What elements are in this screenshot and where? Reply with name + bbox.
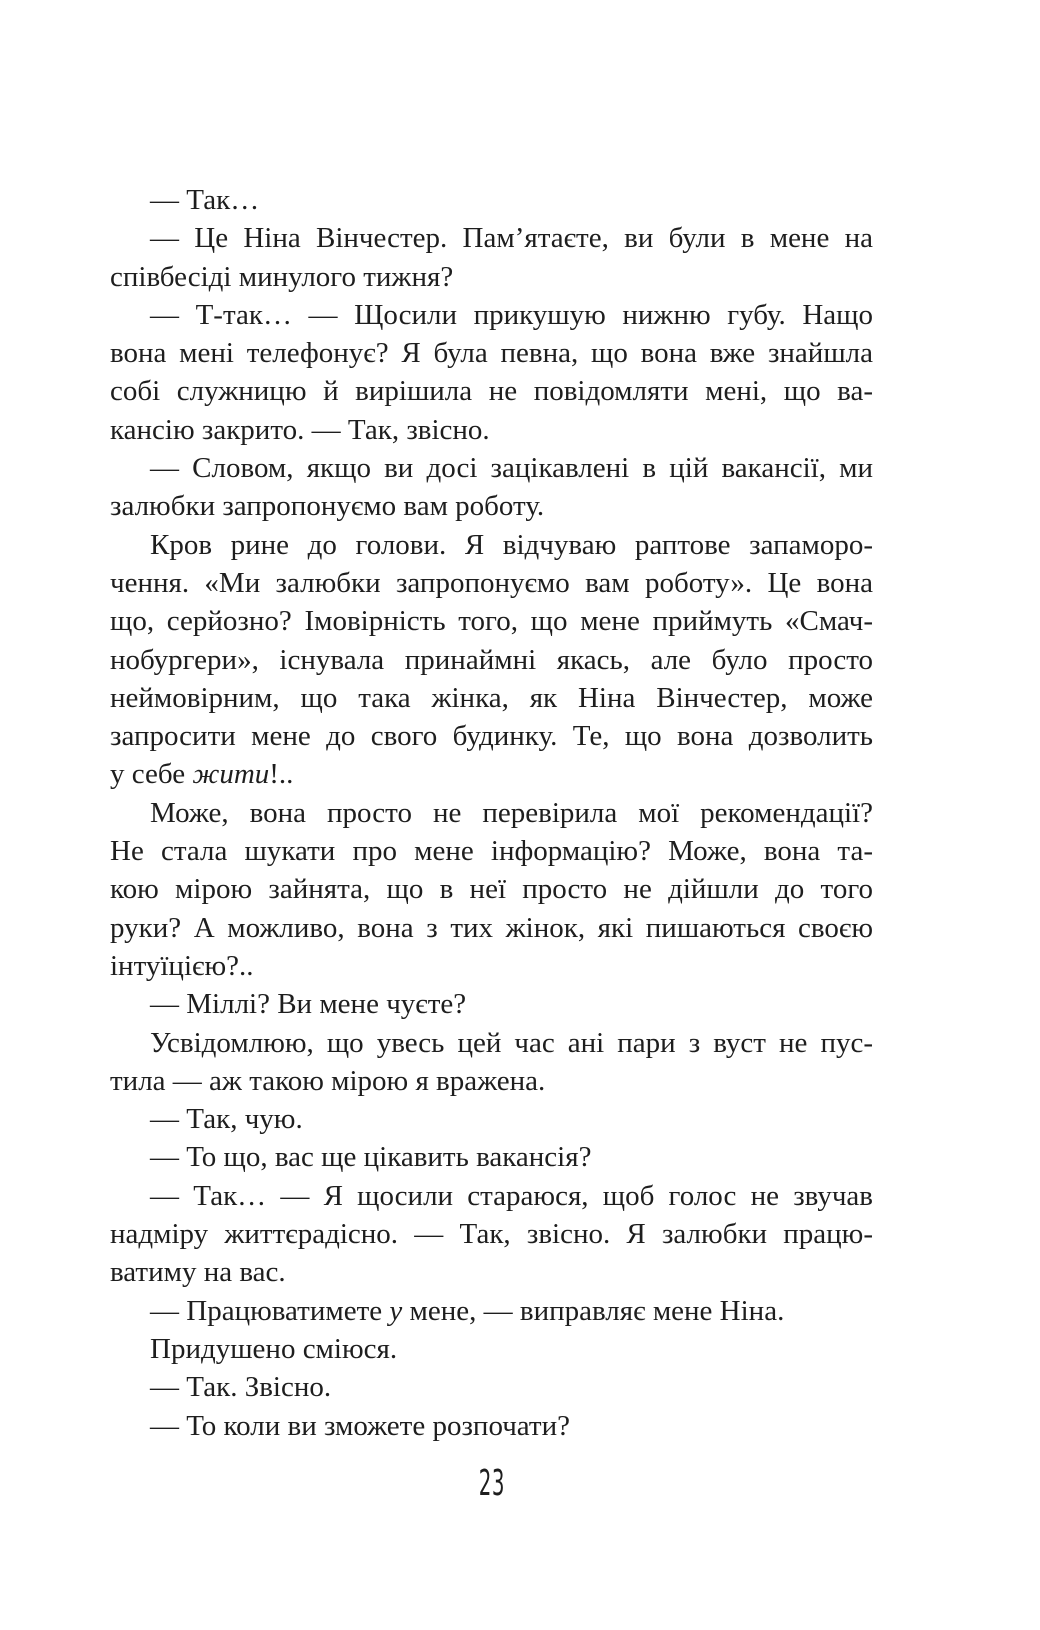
text-segment: Може, вона просто не перевірила мої рекомендації? [150,796,873,829]
text-line [110,181,873,219]
text-segment: мене, — виправляє мене Ніна. [402,1294,785,1327]
text-line [110,1407,873,1445]
text-segment: собі служницю й вирішила не повідомляти мені, що ва- [110,375,873,408]
text-line [110,870,873,908]
text-line [110,1024,873,1062]
text-segment: Кров рине до голови. Я відчуваю раптове запаморо- [150,528,873,561]
text-segment: інтуїцією?.. [110,949,254,982]
text-segment: — Словом, якщо ви досі зацікавлені в цій вакансії, ми [150,452,873,485]
text-segment: чення. «Ми залюбки запропонуємо вам роботу». Це вона [110,566,873,599]
text-line [110,1368,873,1406]
text-line [110,794,873,832]
text-segment: — То коли ви зможете розпочати? [150,1409,570,1442]
text-line [110,334,873,372]
text-segment: Усвідомлюю, що увесь цей час ані пари з вуст не пус- [150,1026,873,1059]
text-line [110,411,873,449]
text-line [110,947,873,985]
text-line [110,717,873,755]
text-segment: тила — аж такою мірою я вражена. [110,1064,546,1097]
text-line [110,219,873,257]
text-segment: руки? А можливо, вона з тих жінок, які пишаються своєю [110,911,873,944]
text-line [110,832,873,870]
page-text [110,181,873,1445]
text-segment: — Міллі? Ви мене чуєте? [150,988,467,1021]
text-segment: — Т-так… — Щосили прикушую нижню губу. Нащо [150,298,873,331]
text-segment: Придушено сміюся. [150,1332,398,1365]
text-line [110,1100,873,1138]
text-segment: у себе [110,758,193,791]
text-line [110,372,873,410]
text-segment: вона мені телефонує? Я була певна, що вона вже знайшла [110,337,873,370]
text-line [110,1062,873,1100]
text-segment: ватиму на вас. [110,1256,286,1289]
text-segment: — То що, вас ще цікавить вакансія? [150,1141,592,1174]
text-segment: — Працюватимете [150,1294,390,1327]
text-line [110,1215,873,1253]
text-line [110,564,873,602]
text-segment: надміру життєрадісно. — Так, звісно. Я залюбки працю- [110,1218,873,1251]
text-line [110,1330,873,1368]
text-line [110,526,873,564]
text-line [110,909,873,947]
text-line [110,1292,873,1330]
text-line [110,1253,873,1291]
text-line [110,296,873,334]
text-segment: — Так… [150,184,260,216]
text-line [110,602,873,640]
text-segment: запросити мене до свого будинку. Те, що вона дозволить [110,720,873,753]
italic-text-segment: жити [192,758,270,791]
page-number-value: 23 [478,1463,505,1504]
text-segment: — Так, чую. [150,1103,303,1136]
text-line [110,985,873,1023]
text-line [110,679,873,717]
text-line [110,641,873,679]
text-line [110,1177,873,1215]
text-line [110,487,873,525]
text-segment: нобургери», існувала принаймні якась, але було просто [110,643,873,676]
text-segment: що, серйозно? Імовірність того, що мене приймуть «Смач- [110,605,873,638]
page-number [110,1464,873,1504]
text-segment: — Так. Звісно. [150,1371,332,1404]
text-line [110,449,873,487]
text-segment: — Так… — Я щосили стараюся, щоб голос не звучав [150,1179,873,1212]
text-segment: Не стала шукати про мене інформацію? Може, вона та- [110,835,873,868]
text-line [110,258,873,296]
text-segment: залюбки запропонуємо вам роботу. [110,490,545,523]
text-segment: кансію закрито. — Так, звісно. [110,413,490,446]
text-segment: співбесіді минулого тижня? [110,260,454,293]
text-segment: !.. [269,758,294,791]
text-segment: неймовірним, що така жінка, як Ніна Вінчестер, може [110,681,873,714]
text-line [110,1138,873,1176]
text-segment: — Це Ніна Вінчестер. Пам’ятаєте, ви були в мене на [150,222,873,255]
text-line [110,755,873,793]
italic-text-segment: у [389,1294,403,1327]
text-segment: кою мірою зайнята, що в неї просто не дійшли до того [110,873,873,906]
